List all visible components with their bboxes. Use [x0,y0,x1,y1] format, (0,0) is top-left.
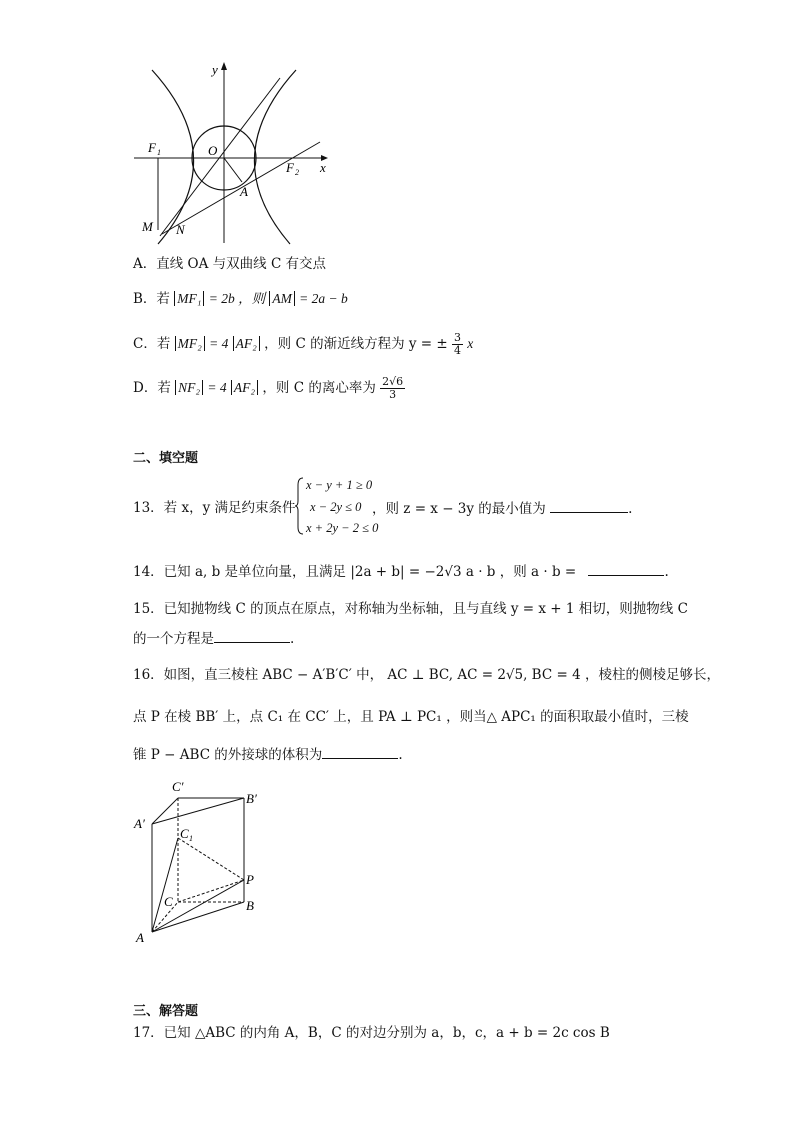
q15-line2-text: 的一个方程是 [133,631,214,647]
option-b-eq: = 2b ，则 [208,291,266,306]
q14-end: . [664,564,669,580]
label-O: O [208,143,218,158]
option-d [133,376,405,401]
section-solution-title: 三、解答题 [133,1004,199,1019]
abs-mf1: MF₁ [174,291,204,306]
q16-end: . [398,747,403,763]
option-d-eq: = 4 [207,380,227,395]
q16-line3 [133,746,403,763]
label-N: N [176,222,185,237]
q16-line3-text: 锥 P − ABC 的外接球的体积为 [133,747,323,763]
label-Cprime: C′ [172,779,184,794]
q13-suffix-text: ，则 z = x − 3y 的最小值为 [372,501,546,517]
abs-af2-d: AF₂ [231,380,258,395]
q14-text: 14．已知 a, b 是单位向量，且满足 |2a + b| = −2√3 a · b ，则 a · b = [133,564,577,580]
q13-suffix [372,500,632,517]
option-b-end: = 2a − b [299,291,348,306]
q13-constraint-1: x − y + 1 ≥ 0 [306,478,373,492]
option-d-prefix: D．若 [133,380,171,396]
label-F1: F [148,140,156,155]
abs-mf2: MF₂ [175,336,205,351]
q15-end: . [290,631,295,647]
q13-constraint-2: x − 2y ≤ 0 [310,500,362,514]
section-fill-blank-title: 二、填空题 [133,451,199,466]
option-a: A．直线 OA 与双曲线 C 有交点 [133,256,327,272]
q15-answer-blank[interactable] [214,630,290,643]
option-d-mid: ，则 C 的离心率为 [262,380,376,396]
label-B: B [246,898,254,913]
label-Aprime: A′ [134,816,145,831]
abs-af2: AF₂ [233,336,260,351]
q13-answer-blank[interactable] [550,500,628,513]
label-C: C [164,894,173,909]
option-c-mid: ，则 C 的渐近线方程为 y = ± [264,336,448,352]
label-y: y [212,62,218,77]
abs-am: AM [269,291,295,306]
label-x: x [320,160,326,175]
q14-answer-blank[interactable] [588,563,664,576]
option-c-end: x [467,336,474,351]
q13-end: . [628,501,633,517]
label-C1-sub: 1 [189,834,193,843]
label-P: P [246,872,254,887]
q15-line1: 15．已知抛物线 C 的顶点在原点，对称轴为坐标轴，且与直线 y = x + 1 相切，则抛物线 C [133,601,688,617]
prism-figure [130,776,270,946]
q15-line2 [133,630,294,647]
option-b [133,291,348,307]
label-A: A [240,184,248,199]
q16-line1: 16．如图，直三棱柱 ABC − A′B′C′ 中， AC ⊥ BC, AC = 2√5, BC = 4 ，棱柱的侧棱足够长， [133,667,720,683]
label-F2: F [286,160,294,175]
asymptote-line [160,78,280,236]
q17: 17．已知 △ABC 的内角 A，B，C 的对边分别为 a，b，c，a + b = 2c cos B [133,1025,610,1041]
q16-answer-blank[interactable] [322,746,398,759]
segment-OA [224,158,242,182]
brace-icon [295,477,305,535]
label-A: A [136,930,144,945]
option-c-eq: = 4 [209,336,229,351]
q16-line2: 点 P 在棱 BB′ 上，点 C₁ 在 CC′ 上，且 PA ⊥ PC₁ ，则当△ APC₁ 的面积取最小值时，三棱 [133,709,689,725]
option-b-prefix: B．若 [133,291,170,307]
q13-constraint-3: x + 2y − 2 ≤ 0 [306,521,379,535]
label-F2-sub: 2 [295,168,299,177]
label-F1-sub: 1 [157,148,161,157]
hyperbola-figure [120,58,340,248]
q13-prefix: 13．若 x，y 满足约束条件 [133,500,296,516]
option-c [133,332,473,357]
option-c-prefix: C．若 [133,336,171,352]
hyperbola-right-branch [254,70,296,244]
label-Bprime: B′ [246,791,257,806]
fraction-3-4: $\frac{3}{4}$ [454,331,461,357]
q14 [133,563,669,580]
label-M: M [142,219,153,234]
fraction-eccentricity: $\frac{2√6}{3}$ [382,375,404,401]
abs-nf2: NF₂ [175,380,203,395]
label-C1: C [180,826,189,841]
